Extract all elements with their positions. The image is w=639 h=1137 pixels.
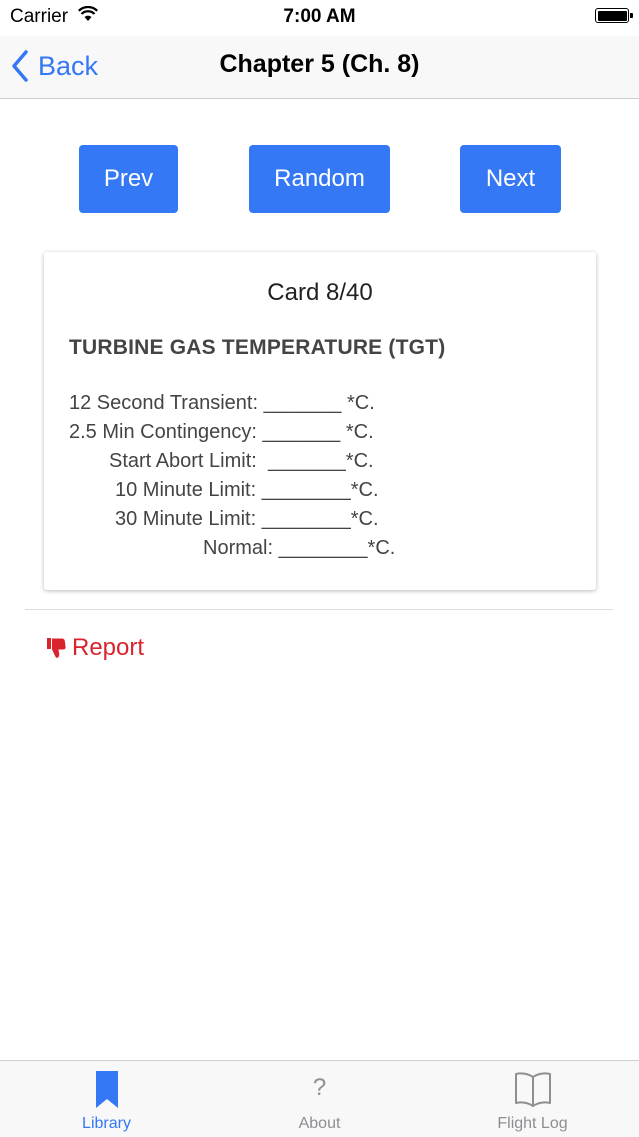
card-line-contingency: 2.5 Min Contingency: _______ *C. — [69, 421, 374, 443]
random-button[interactable]: Random — [249, 145, 390, 213]
report-label: Report — [72, 634, 145, 661]
divider — [25, 609, 613, 610]
status-bar — [0, 0, 639, 36]
carrier-label: Carrier — [10, 6, 69, 27]
navigation-bar — [0, 36, 639, 99]
card-line-10-minute: 10 Minute Limit: ________*C. — [115, 479, 379, 501]
tab-library-label: Library — [82, 1115, 131, 1132]
page-title: Chapter 5 (Ch. 8) — [219, 50, 420, 78]
flash-card — [44, 252, 596, 590]
card-line-30-minute: 30 Minute Limit: ________*C. — [115, 508, 379, 530]
card-counter: Card 8/40 — [267, 279, 373, 306]
book-icon — [514, 1072, 552, 1108]
battery-icon — [595, 8, 629, 23]
card-line-start-abort: Start Abort Limit: _______*C. — [109, 450, 374, 472]
tab-flight-log[interactable] — [426, 1061, 639, 1137]
tab-flight-log-label: Flight Log — [497, 1115, 568, 1132]
next-button[interactable]: Next — [460, 145, 561, 213]
thumbs-down-icon — [46, 637, 66, 659]
tab-library[interactable] — [0, 1061, 213, 1137]
bookmark-icon — [95, 1071, 119, 1109]
prev-button[interactable]: Prev — [79, 145, 178, 213]
clock: 7:00 AM — [283, 6, 356, 27]
back-label: Back — [38, 50, 99, 81]
tab-bar — [0, 1060, 639, 1137]
tab-about[interactable] — [213, 1061, 426, 1137]
card-line-normal: Normal: ________*C. — [203, 537, 396, 559]
tab-about-label: About — [298, 1115, 341, 1132]
report-button[interactable] — [46, 634, 144, 662]
card-line-transient: 12 Second Transient: _______ *C. — [69, 392, 375, 414]
card-heading: TURBINE GAS TEMPERATURE (TGT) — [69, 336, 446, 359]
question-icon: ? — [312, 1074, 327, 1101]
